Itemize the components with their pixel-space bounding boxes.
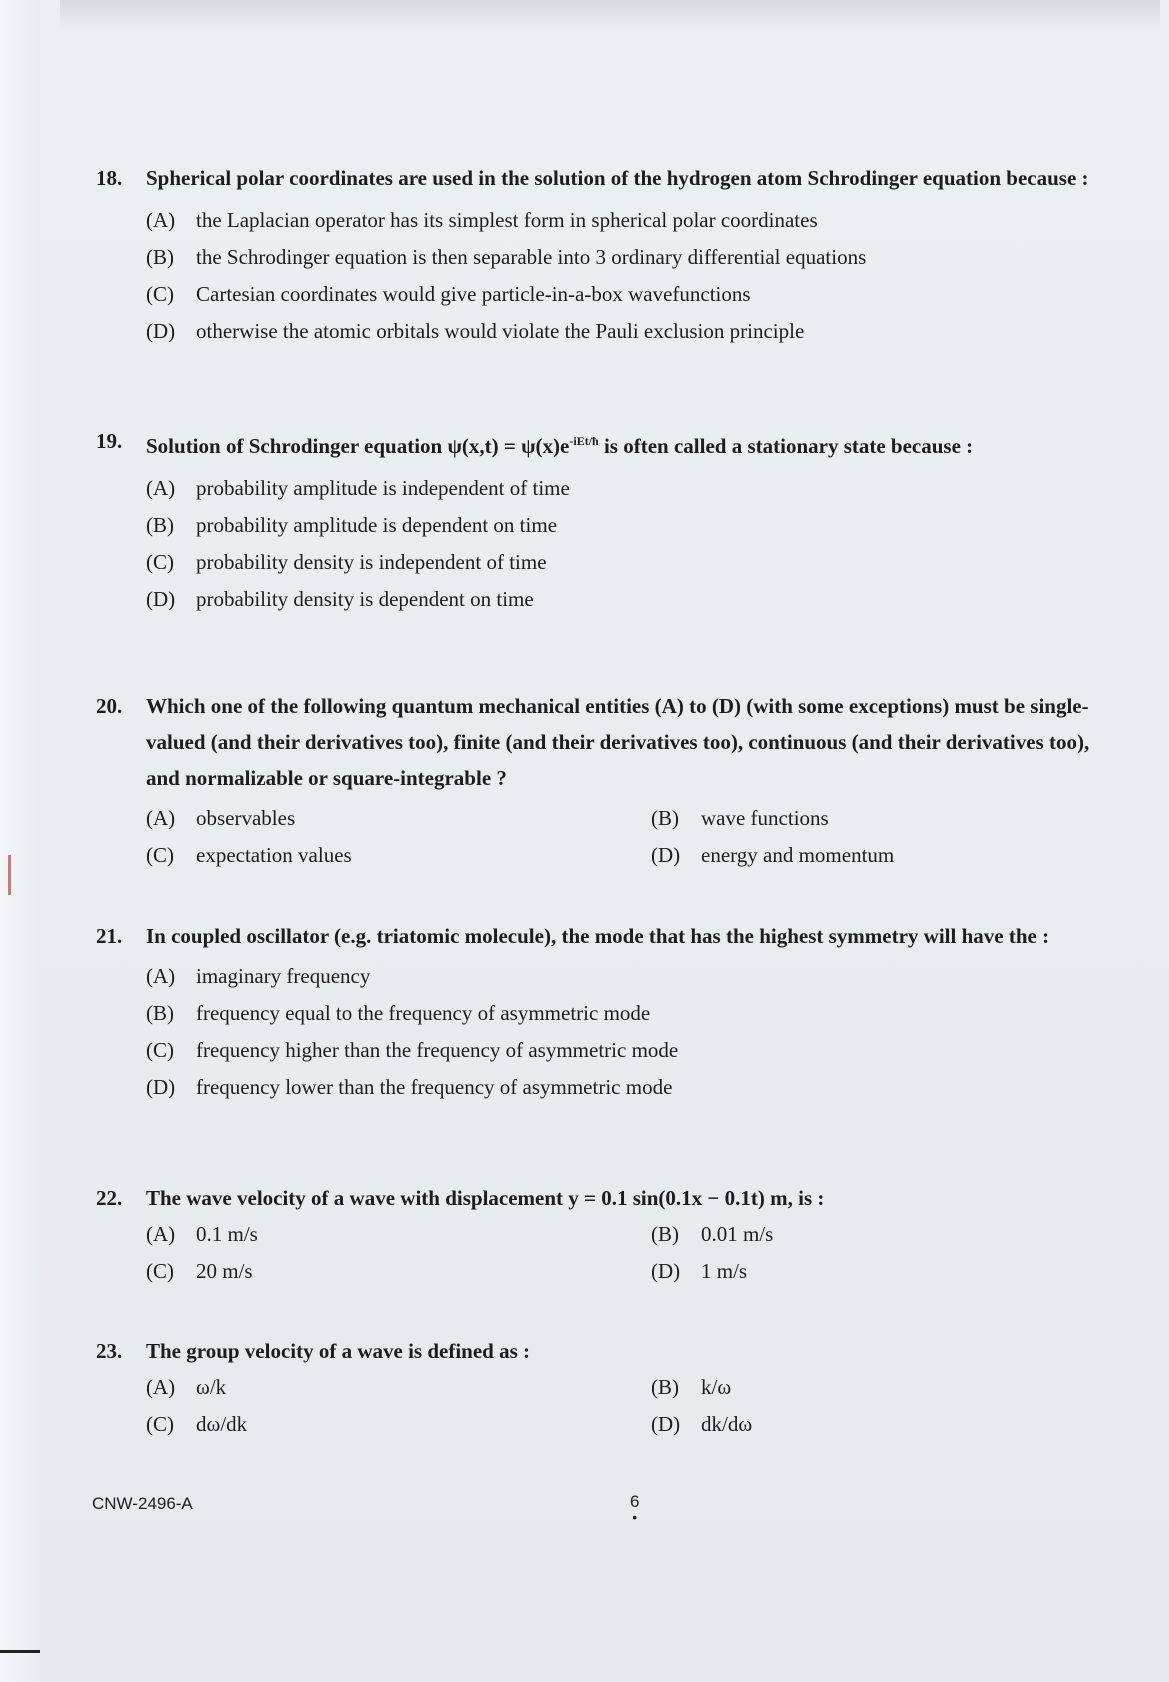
question-text: The wave velocity of a wave with displacement y = 0.1 sin(0.1x − 0.1t) m, is :	[146, 1186, 825, 1210]
page-number: 6 •	[630, 1492, 640, 1525]
option-grid	[146, 1216, 1096, 1290]
option-a: (A) observables	[146, 806, 296, 830]
option-b: (B) k/ω	[651, 1375, 732, 1399]
option-b: (B) 0.01 m/s	[651, 1222, 774, 1246]
option-c: (C) frequency higher than the frequency of asymmetric mode	[146, 1038, 679, 1062]
option-c: (C) Cartesian coordinates would give particle-in-a-box wavefunctions	[146, 282, 751, 306]
scan-shadow	[60, 0, 1160, 30]
option-grid	[146, 800, 1096, 874]
question-number: 19.	[96, 429, 123, 453]
page-dot: •	[632, 1509, 638, 1525]
option-d: (D) 1 m/s	[651, 1259, 748, 1283]
option-c: (C) probability density is independent of time	[146, 550, 547, 574]
formula-exponent: -iEt/ħ	[569, 434, 599, 448]
question-22	[96, 1180, 1096, 1290]
question-number: 21.	[96, 924, 123, 948]
question-number: 18.	[96, 166, 123, 190]
paper-code: CNW-2496-A	[92, 1494, 193, 1513]
question-21	[96, 918, 1096, 1106]
question-19	[96, 423, 1096, 618]
option-d: (D) otherwise the atomic orbitals would violate the Pauli exclusion principle	[146, 319, 805, 343]
option-d: (D) probability density is dependent on time	[146, 587, 534, 611]
option-d: (D) energy and momentum	[651, 843, 895, 867]
option-a: (A) ω/k	[146, 1375, 227, 1399]
option-b: (B) the Schrodinger equation is then separable into 3 ordinary differential equations	[146, 245, 867, 269]
option-c: (C) dω/dk	[146, 1412, 248, 1436]
option-a: (A) probability amplitude is independent of time	[146, 476, 570, 500]
question-number: 22.	[96, 1186, 123, 1210]
option-d: (D) frequency lower than the frequency of asymmetric mode	[146, 1075, 673, 1099]
option-d: (D) dk/dω	[651, 1412, 753, 1436]
option-b: (B) wave functions	[651, 806, 829, 830]
option-a: (A) the Laplacian operator has its simplest form in spherical polar coordinates	[146, 208, 818, 232]
question-23	[96, 1333, 1096, 1443]
option-list	[146, 958, 1096, 1106]
margin-mark	[8, 855, 11, 895]
option-list	[146, 202, 1096, 350]
question-number: 20.	[96, 694, 123, 718]
option-c: (C) 20 m/s	[146, 1259, 253, 1283]
option-a: (A) 0.1 m/s	[146, 1222, 258, 1246]
option-list	[146, 470, 1096, 618]
option-b: (B) probability amplitude is dependent on time	[146, 513, 558, 537]
question-text: Solution of Schrodinger equation $\psi(x,t) = \psi(x)e^{-iEt/ħ}$ is often called a stationary state because :	[146, 434, 974, 458]
question-20	[96, 688, 1096, 874]
option-a: (A) imaginary frequency	[146, 964, 371, 988]
option-b: (B) frequency equal to the frequency of asymmetric mode	[146, 1001, 651, 1025]
question-18	[96, 160, 1096, 350]
question-text: The group velocity of a wave is defined as :	[146, 1339, 531, 1363]
question-text: Spherical polar coordinates are used in the solution of the hydrogen atom Schrodinger equation because :	[146, 166, 1089, 190]
scan-edge	[0, 0, 40, 1682]
question-text: Which one of the following quantum mechanical entities (A) to (D) (with some exceptions) must be single-valued (and their derivatives too), finite (and their derivatives too), continuous (and their derivatives too), and normalizable or square-integrable ?	[146, 694, 1090, 790]
margin-mark-bottom	[0, 1650, 40, 1653]
wavefunction-formula: ψ(x,t) = ψ(x)e	[447, 434, 570, 458]
option-c: (C) expectation values	[146, 843, 352, 867]
option-grid	[146, 1369, 1096, 1443]
question-number: 23.	[96, 1339, 123, 1363]
question-text: In coupled oscillator (e.g. triatomic molecule), the mode that has the highest symmetry will have the :	[146, 924, 1050, 948]
